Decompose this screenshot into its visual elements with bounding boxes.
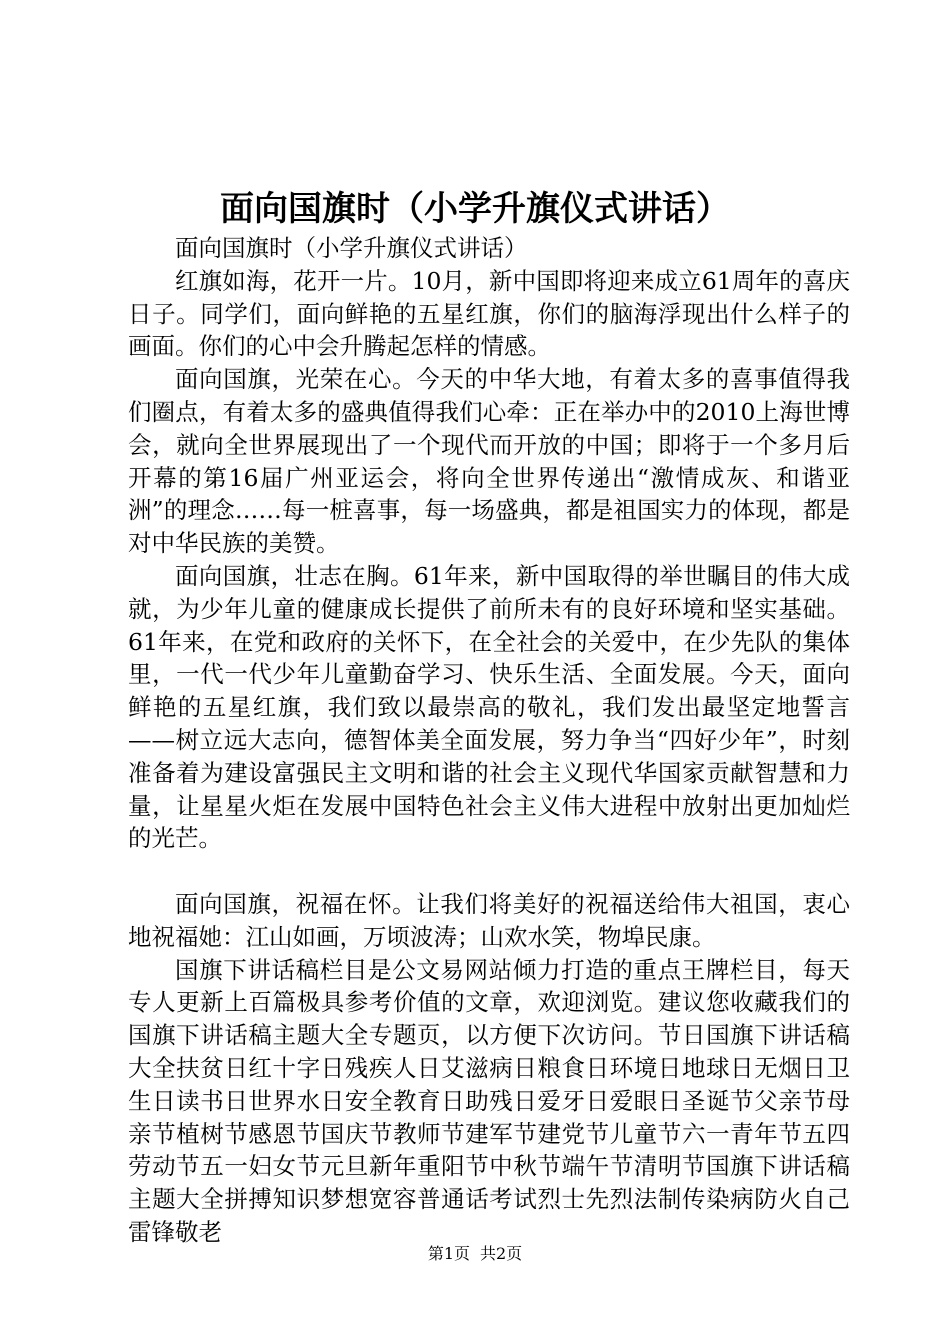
body-paragraph: 红旗如海，花开一片。10月，新中国即将迎来成立61周年的喜庆日子。同学们，面向鲜艳的五星红旗，你们的脑海浮现出什么样子的画面。你们的心中会升腾起怎样的情感。: [128, 266, 850, 361]
page-number: 第1页: [427, 1244, 470, 1263]
document-body: [128, 232, 850, 1249]
body-paragraph: 面向国旗，祝福在怀。让我们将美好的祝福送给伟大祖国，衷心地祝福她：江山如画，万顷波涛；山欢水笑，物埠民康。: [128, 889, 850, 951]
body-paragraph: 国旗下讲话稿栏目是公文易网站倾力打造的重点王牌栏目，每天专人更新上百篇极具参考价值的文章，欢迎浏览。建议您收藏我们的国旗下讲话稿主题大全专题页，以方便下次访问。节日国旗下讲话稿大全扶贫日红十字日残疾人日艾滋病日粮食日环境日地球日无烟日卫生日读书日世界水日安全教育日助残日爱牙日爱眼日圣诞节父亲节母亲节植树节感恩节国庆节教师节建军节建党节儿童节六一青年节五四劳动节五一妇女节元旦新年重阳节中秋节端午节清明节国旗下讲话稿主题大全拼搏知识梦想宽容普通话考试烈士先烈法制传染病防火自己雷锋敬老: [128, 955, 850, 1246]
subtitle-paragraph: 面向国旗时（小学升旗仪式讲话）: [175, 234, 528, 262]
document-title: 面向国旗时（小学升旗仪式讲话）: [220, 189, 730, 229]
page-footer: [0, 1243, 950, 1265]
body-paragraph: 面向国旗，光荣在心。今天的中华大地，有着太多的喜事值得我们圈点，有着太多的盛典值得我们心牵：正在举办中的2010上海世博会，就向全世界展现出了一个现代而开放的中国；即将于一个多月后开幕的第16届广州亚运会，将向全世界传递出“激情成灰、和谐亚洲”的理念……每一桩喜事，每一场盛典，都是祖国实力的体现，都是对中华民族的美赞。: [128, 365, 850, 558]
body-paragraph: 面向国旗，壮志在胸。61年来，新中国取得的举世瞩目的伟大成就，为少年儿童的健康成长提供了前所未有的良好环境和坚实基础。61年来，在党和政府的关怀下，在全社会的关爱中，在少先队的集体里，一代一代少年儿童勤奋学习、快乐生活、全面发展。今天，面向鲜艳的五星红旗，我们致以最崇高的敬礼，我们发出最坚定地誓言——树立远大志向，德智体美全面发展，努力争当“四好少年”，时刻准备着为建设富强民主文明和谐的社会主义现代华国家贡献智慧和力量，让星星火炬在发展中国特色社会主义伟大进程中放射出更加灿烂的光芒。: [128, 561, 850, 853]
page-total: 共2页: [480, 1244, 523, 1263]
